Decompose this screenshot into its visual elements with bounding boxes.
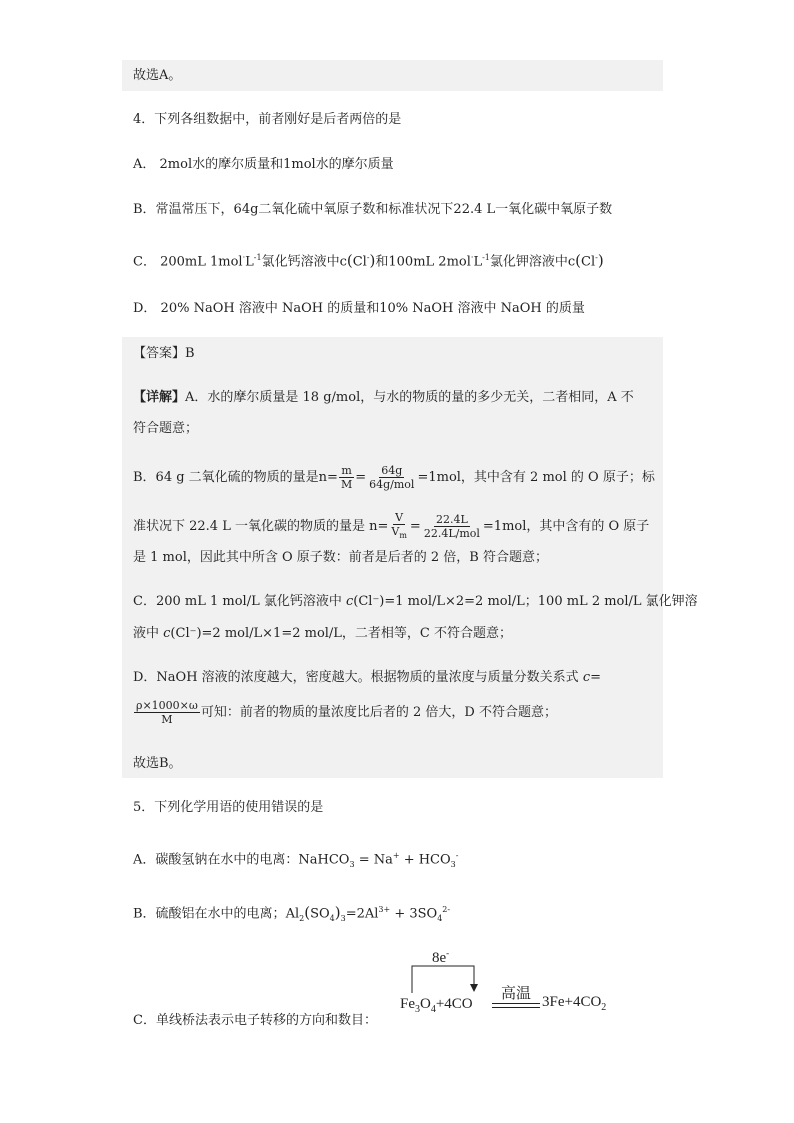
q4-detail-c-1: C．200 mL 1 mol/L 氯化钙溶液中 c(Cl⁻)=1 mol/L×2=2 mol/L；100 mL 2 mol/L 氯化钾溶 — [133, 594, 698, 609]
q5-option-b: B．硫酸铝在水中的电离；$Al_2(SO_4)_3=2Al^{3+} + 3SO_4^{2-}$ — [133, 903, 451, 923]
q4-option-d: D． 20% NaOH 溶液中 NaOH 的质量和10% NaOH 溶液中 NaOH 的质量 — [133, 301, 585, 316]
q4-detail-a-2: 符合题意； — [133, 421, 199, 436]
electron-transfer-arrow — [400, 948, 500, 998]
q5-option-c-label: C．单线桥法表示电子转移的方向和数目： — [133, 1013, 377, 1028]
q4-detail-b-2: 准状况下 22.4 L 一氧化碳的物质的量是 n= $\frac{V}{V_m}$ = $\frac{22.4L}{\text{22.4L/mol}}$ =1mol，其中含有的 O 原子 — [133, 511, 650, 541]
fraction-V-over-Vm: $\frac{V}{V_m}$ — [391, 511, 407, 541]
fraction-22-4L: $\frac{22.4L}{\text{22.4L/mol}}$ — [423, 513, 480, 541]
q4-detail-b-1: B．64 g 二氧化硫的物质的量是n= $\frac{m}{M}$ = $\frac{64g}{\text{64g/mol}}$ =1mol，其中含有 2 mol 的 O 原子；标 — [133, 464, 655, 491]
equals-double-line — [492, 1003, 540, 1008]
q4-option-a: A． 2mol水的摩尔质量和1mol水的摩尔质量 — [133, 157, 394, 172]
q4-detail-d-1: D．NaOH 溶液的浓度越大，密度越大。根据物质的量浓度与质量分数关系式 c= — [133, 670, 601, 685]
electron-transfer-equation — [400, 948, 620, 1028]
prev-conclusion: 故选A。 — [133, 68, 182, 83]
q4-detail-b-3: 是 1 mol，因此其中所含 O 原子数：前者是后者的 2 倍，B 符合题意； — [133, 550, 548, 565]
q4-detail-c-2: 液中 c(Cl⁻)=2 mol/L×1=2 mol/L，二者相等，C 不符合题意； — [133, 626, 513, 641]
equation-reactants: $Fe_3O_4+4CO$ — [400, 996, 473, 1015]
q5-stem: 5．下列化学用语的使用错误的是 — [133, 800, 324, 815]
q4-detail-a-1: 【详解】A．水的摩尔质量是 18 g/mol，与水的物质的量的多少无关，二者相同，A 不 — [133, 390, 634, 405]
fraction-64g: $\frac{64g}{\text{64g/mol}}$ — [369, 464, 415, 491]
electron-count: 8e- — [432, 948, 450, 966]
q5-option-a: A．碳酸氢钠在水中的电离：NaHCO$_3$ = $Na^+ + HCO_3^-$ — [133, 851, 459, 869]
q4-option-b: B．常温常压下，64g二氧化硫中氧原子数和标准状况下22.4 L一氧化碳中氧原子数 — [133, 202, 613, 217]
fraction-m-over-M: $\frac{m}{M}$ — [340, 464, 353, 491]
equation-products: $3Fe+4CO_2$ — [542, 994, 607, 1013]
detail-label: 【详解】 — [133, 390, 186, 405]
q4-stem: 4．下列各组数据中，前者刚好是后者两倍的是 — [133, 112, 402, 127]
q4-answer: 【答案】B — [133, 346, 195, 361]
q4-conclusion: 故选B。 — [133, 756, 182, 771]
q4-option-c: C． 200mL $1mol^\cdot L^{-1}$氯化钙溶液中c(Cl-)和100mL $2mol^\cdot L^{-1}$氯化钾溶液中c(Cl-) — [133, 251, 604, 270]
prev-answer-shade — [122, 60, 663, 91]
reaction-condition: 高温 — [500, 986, 531, 1002]
fraction-density-formula: $\frac{\rho\times 1000\times\omega}{M}$ — [136, 699, 198, 726]
q4-detail-d-2: $\frac{\rho\times 1000\times\omega}{M}$ 可知：前者的物质的量浓度比后者的 2 倍大，D 不符合题意； — [136, 699, 557, 726]
